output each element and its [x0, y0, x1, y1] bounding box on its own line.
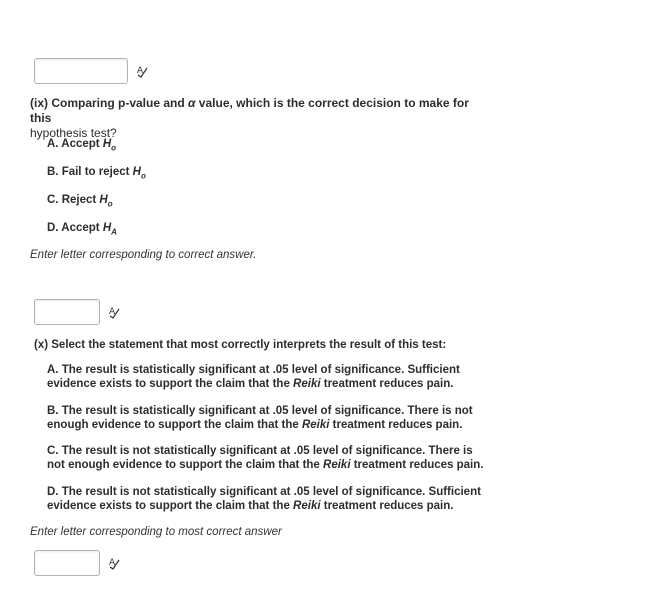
spellcheck-icon[interactable]	[108, 305, 120, 319]
h-symbol: H	[102, 138, 112, 150]
option-ix-c: C. Reject $H_o$	[47, 194, 113, 209]
svg-text:A: A	[109, 558, 116, 568]
answer-input-2[interactable]	[34, 299, 100, 325]
hint-ix: Enter letter corresponding to correct answer.	[30, 249, 257, 261]
question-ix-line2: hypothesis test?	[30, 126, 117, 140]
alpha-symbol: α	[188, 96, 196, 110]
h-symbol: H	[102, 222, 112, 234]
h-symbol: H	[99, 194, 108, 206]
option-ix-a: A. Accept $H_o$	[47, 138, 117, 153]
answer-input-3[interactable]	[34, 550, 100, 576]
option-x-b: B. The result is statistically significant at .05 level of significance. There is not enough evidence to support the claim that the Reiki treatment reduces pain.	[47, 405, 473, 431]
h-symbol: H	[132, 166, 141, 178]
option-x-d: D. The result is not statistically significant at .05 level of significance. Sufficient evidence exists to support the claim that the Reiki treatment reduces pain.	[47, 486, 481, 512]
option-ix-b: B. Fail to reject $H_o$	[47, 166, 146, 181]
answer-input-1[interactable]	[34, 58, 128, 84]
svg-text:A: A	[137, 66, 144, 76]
spellcheck-icon[interactable]	[136, 64, 148, 78]
spellcheck-icon[interactable]	[108, 556, 120, 570]
question-x-text: (x) Select the statement that most correctly interprets the result of this test:	[34, 339, 447, 351]
question-ix-line1-rest: value, which is the correct decision to make for this	[30, 96, 469, 125]
reiki-term: Reiki	[293, 378, 321, 390]
question-ix-text	[30, 96, 490, 141]
svg-text:A: A	[109, 307, 116, 317]
reiki-term: Reiki	[323, 459, 351, 471]
option-x-a: A. The result is statistically significant at .05 level of significance. Sufficient evidence exists to support the claim that the Reiki treatment reduces pain.	[47, 364, 460, 390]
option-ix-d: D. Accept $H_A$	[47, 222, 117, 237]
reiki-term: Reiki	[293, 500, 321, 512]
question-ix-prefix: (ix) Comparing p-value and	[30, 96, 189, 110]
reiki-term: Reiki	[301, 419, 330, 431]
option-x-c: C. The result is not statistically significant at .05 level of significance. There is not enough evidence to support the claim that the Reiki treatment reduces pain.	[47, 445, 484, 471]
hint-x: Enter letter corresponding to most correct answer	[30, 526, 282, 538]
